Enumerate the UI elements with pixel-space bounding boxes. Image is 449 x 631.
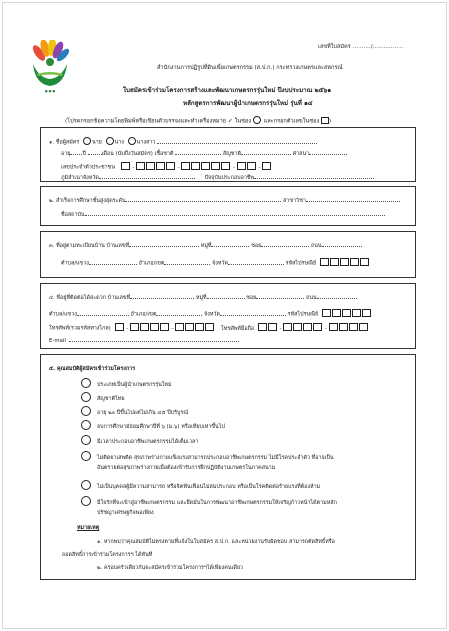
reg-address-row2 xyxy=(61,258,370,267)
section-registered-address xyxy=(40,231,416,278)
mobile-digit-box[interactable] xyxy=(339,323,348,331)
phone-digit-box[interactable] xyxy=(115,323,124,331)
contact-postcode-box[interactable] xyxy=(322,309,331,317)
phone-digit-box[interactable] xyxy=(150,323,159,331)
contact-postcode-box[interactable] xyxy=(342,309,351,317)
reg-moo-field[interactable] xyxy=(211,242,249,247)
contact-postcode-label: รหัสไปรษณีย์ xyxy=(287,311,319,318)
qualification-checkbox-1[interactable] xyxy=(81,378,91,388)
id-digit-box[interactable] xyxy=(181,162,190,170)
title-miss-label: นางสาว xyxy=(136,139,156,146)
reg-province-field[interactable] xyxy=(228,260,284,265)
reg-address-row1 xyxy=(49,242,362,249)
occupation-field[interactable] xyxy=(254,174,374,179)
institution-field[interactable] xyxy=(85,211,385,216)
contact-amphoe-field[interactable] xyxy=(156,311,202,316)
title-mrs-label: นาง xyxy=(114,139,124,146)
qualification-item-8 xyxy=(81,496,337,506)
phone-digit-box[interactable] xyxy=(185,323,194,331)
mobile-digit-box[interactable] xyxy=(329,323,338,331)
id-digit-box[interactable] xyxy=(156,162,165,170)
qualification-checkbox-5[interactable] xyxy=(81,435,91,445)
contact-postcode-box[interactable] xyxy=(362,309,371,317)
qualification-item-2 xyxy=(81,392,125,402)
contact-tambon-label: ตำบล/แขวง xyxy=(49,311,77,318)
mobile-label: โทรศัพท์มือถือ xyxy=(220,325,255,332)
applicant-age-row xyxy=(61,150,347,157)
religion-field[interactable] xyxy=(309,150,347,155)
id-digit-box[interactable] xyxy=(262,162,271,170)
qualification-text-2: สัญชาติไทย xyxy=(97,396,125,402)
reg-soi-label: ซอย xyxy=(251,243,262,249)
nationality-label: สัญชาติ xyxy=(222,151,241,157)
hometown-label: ภูมิลำเนาจังหวัด xyxy=(61,175,99,181)
qualification-item-4 xyxy=(81,420,225,430)
qualifications-heading: ๕. คุณสมบัติผู้สมัครเข้าร่วมโครงการ xyxy=(49,366,136,372)
id-digit-box[interactable] xyxy=(201,162,210,170)
institution-row xyxy=(61,211,385,218)
mobile-digit-box[interactable] xyxy=(303,323,312,331)
age-years-field[interactable] xyxy=(70,150,82,155)
id-digit-box[interactable] xyxy=(247,162,256,170)
instruction-text: (โปรดกรอกข้อความโดยพิมพ์หรือเขียนตัวบรรจงและทำเครื่องหมาย xyxy=(65,118,227,125)
contact-postcode-box[interactable] xyxy=(352,309,361,317)
section-applicant-info xyxy=(40,127,416,182)
instruction-close: ) xyxy=(328,118,332,125)
reg-postcode-box[interactable] xyxy=(340,258,349,266)
occupation-label: ปัจจุบันประกอบอาชีพ xyxy=(204,175,255,181)
contact-phone-row: โทรศัพท์(รวมรหัสทางไกล) - - โทรศัพท์มือถือ - - xyxy=(49,323,369,332)
qualification-text-4: จบการศึกษามัธยมศึกษาปีที่ ๖ (ม.๖) หรือเทียบเท่าขึ้นไป xyxy=(97,424,225,430)
reg-postcode-box[interactable] xyxy=(330,258,339,266)
qualification-item-1 xyxy=(81,378,172,388)
qualification-text-6: ไม่ติดยาเสพติด สุขภาพร่างกายแข็งแรงสามารถประกอบอาชีพเกษตรกรรม ไม่มีโรคประจำตัว ที่อาจเป็น xyxy=(97,455,334,461)
phone-digit-box[interactable] xyxy=(195,323,204,331)
contact-province-field[interactable] xyxy=(220,311,286,316)
reg-moo-label: หมู่ที่ xyxy=(200,243,212,249)
reg-house-no-field[interactable] xyxy=(129,242,199,247)
contact-road-label: ถนน xyxy=(306,295,317,301)
national-id-label: เลขประจำตัวประชาชน xyxy=(61,164,115,171)
age-label: อายุ xyxy=(61,151,71,157)
id-digit-box[interactable] xyxy=(221,162,230,170)
contact-moo-label: หมู่ที่ xyxy=(195,295,207,301)
title-mr-radio[interactable] xyxy=(83,137,91,145)
education-row xyxy=(49,197,400,204)
contact-address-row2 xyxy=(49,309,372,318)
religion-label: ศาสนา xyxy=(292,151,310,157)
application-number-value[interactable]: ........../................. xyxy=(352,44,404,50)
qualification-checkbox-4[interactable] xyxy=(81,420,91,430)
qualification-checkbox-2[interactable] xyxy=(81,392,91,402)
phone-digit-box[interactable] xyxy=(140,323,149,331)
reg-postcode-box[interactable] xyxy=(320,258,329,266)
education-level-label: ๒. สำเร็จการศึกษาชั้นสูงสุดระดับ xyxy=(49,198,126,204)
qualification-checkbox-6[interactable] xyxy=(81,451,91,461)
phone-label: โทรศัพท์(รวมรหัสทางไกล) xyxy=(49,325,111,332)
mobile-digit-box[interactable] xyxy=(349,323,358,331)
qualification-item-8-continued: ปรัชญาเศรษฐกิจพอเพียง xyxy=(97,510,154,516)
id-digit-box[interactable] xyxy=(136,162,145,170)
reg-soi-field[interactable] xyxy=(261,242,309,247)
reg-postcode-box[interactable] xyxy=(350,258,359,266)
reg-postcode-box[interactable] xyxy=(360,258,369,266)
age-months-field[interactable] xyxy=(88,150,102,155)
qualification-text-1: ประเภทเป็นผู้นำเกษตรกรรุ่นใหม่ xyxy=(97,382,172,388)
remark-1-continued: ถอดสิทธิ์การเข้าร่วมโครงการฯ ได้ทันที xyxy=(62,552,153,558)
application-number-label: เลขที่ใบสมัคร xyxy=(318,44,351,50)
reg-house-no-label: ๓. ที่อยู่ตามทะเบียนบ้าน บ้านเลขที่ xyxy=(49,243,130,249)
form-subtitle: หลักสูตรการพัฒนาผู้นำเกษตรกรรุ่นใหม่ รุ่นที่ ๑๔ xyxy=(183,100,313,107)
mobile-digit-box[interactable] xyxy=(359,323,368,331)
reg-amphoe-label: อำเภอ/เขต xyxy=(138,260,165,267)
national-id-row: เลขประจำตัวประชาชน - - - - xyxy=(61,162,272,171)
applicant-name-label: ๑. ชื่อผู้สมัคร xyxy=(49,139,80,146)
nationality-field[interactable] xyxy=(241,150,291,155)
contact-province-label: จังหวัด xyxy=(204,311,220,318)
reg-road-field[interactable] xyxy=(322,242,362,247)
id-digit-box[interactable] xyxy=(146,162,155,170)
email-field[interactable] xyxy=(69,337,239,342)
form-title: ใบสมัครเข้าร่วมโครงการสร้างและพัฒนาเกษตรกรรุ่นใหม่ ปีงบประมาณ ๒๕๖๑ xyxy=(123,87,332,94)
reg-province-label: จังหวัด xyxy=(212,260,228,267)
remark-2: ๒. ครอบครัวเดียวกันจะสมัครเข้าร่วมโครงการฯได้เพียงคนเดียว xyxy=(97,565,244,571)
qualification-checkbox-7[interactable] xyxy=(81,480,91,490)
qualification-item-3 xyxy=(81,406,188,416)
reg-road-label: ถนน xyxy=(310,243,322,249)
form-instruction xyxy=(65,116,331,125)
contact-soi-label: ซอย xyxy=(246,295,257,301)
major-field[interactable] xyxy=(306,197,400,202)
qualification-text-7: ไม่เป็นบุคคลผู้มีความสามารถ หรือจิตฟั่นเฟือนไม่สมประกอบ หรือเป็นโรคติดต่อร้ายแรงที่ต้องห้าม xyxy=(97,484,321,490)
qualification-checkbox-8[interactable] xyxy=(81,496,91,506)
institution-label: ชื่อสถาบัน xyxy=(61,212,85,218)
contact-amphoe-label: อำเภอ/เขต xyxy=(130,311,157,318)
section-contact-address xyxy=(40,283,416,349)
qualification-item-6 xyxy=(81,451,334,461)
reg-tambon-field[interactable] xyxy=(89,260,137,265)
mobile-digit-box[interactable] xyxy=(283,323,292,331)
id-digit-box[interactable] xyxy=(191,162,200,170)
reg-postcode-label: รหัสไปรษณีย์ xyxy=(285,260,317,267)
email-label: E-mail xyxy=(49,338,66,344)
email-row xyxy=(49,337,239,344)
application-number xyxy=(318,45,404,50)
circle-icon xyxy=(253,116,261,124)
contact-house-no-field[interactable] xyxy=(130,294,194,299)
alro-logo xyxy=(27,40,73,96)
id-digit-box[interactable] xyxy=(211,162,220,170)
remark-1: ๑. หากพบว่าคุณสมบัติไม่ตรงตามที่แจ้งในใบสมัคร ส.ป.ก. และหน่วยงานรับผิดชอบ สามารถตัดสิทธิ์หรือ xyxy=(97,539,335,545)
hometown-row xyxy=(61,174,374,181)
checkmark-icon: ✓ xyxy=(227,117,233,125)
phone-digit-box[interactable] xyxy=(130,323,139,331)
applicant-name-row xyxy=(49,137,317,146)
qualification-item-6-continued: อันตรายต่อสุขภาพร่างกายเมื่อต้องเข้ารับการฝึกปฏิบัติงานเกษตรในภาคสนาม xyxy=(97,465,276,471)
applicant-name-field[interactable] xyxy=(157,139,317,144)
race-field[interactable] xyxy=(175,150,221,155)
phone-digit-box[interactable] xyxy=(175,323,184,331)
age-unit: ปี xyxy=(82,151,86,157)
reg-amphoe-field[interactable] xyxy=(164,260,210,265)
section-education xyxy=(40,186,416,226)
reg-tambon-label: ตำบล/แขวง xyxy=(61,260,89,267)
instruction-text-2: ในช่อง xyxy=(234,118,252,125)
contact-moo-field[interactable] xyxy=(207,294,245,299)
qualification-text-5: มีเวลาประกอบอาชีพเกษตรกรรมได้เต็มเวลา xyxy=(97,439,199,445)
contact-address-row1 xyxy=(49,294,357,301)
organization-name: สำนักงานการปฏิรูปที่ดินเพื่อเกษตรกรรม (ส.ป.ก.) กระทรวงเกษตรและสหกรณ์ xyxy=(157,65,343,71)
contact-house-no-label: ๔. ที่อยู่ที่ติดต่อได้สะดวก บ้านเลขที่ xyxy=(49,295,131,301)
mobile-digit-box[interactable] xyxy=(313,323,322,331)
contact-soi-field[interactable] xyxy=(256,294,304,299)
title-mrs-radio[interactable] xyxy=(106,137,114,145)
hometown-field[interactable] xyxy=(99,174,195,179)
education-level-field[interactable] xyxy=(125,197,281,202)
instruction-text-3: และกรอกตัวเลขในช่อง xyxy=(263,118,320,125)
qualification-text-8: มีใจรักที่จะเข้าสู่อาชีพเกษตรกรรม และยึดมั่นในการพัฒนาอาชีพเกษตรกรรมให้เจริญก้าวหน้าได้ตามหลัก xyxy=(97,500,337,506)
mobile-digit-box[interactable] xyxy=(268,323,277,331)
title-miss-radio[interactable] xyxy=(128,137,136,145)
qualification-item-7 xyxy=(81,480,320,490)
mobile-digit-box[interactable] xyxy=(293,323,302,331)
qualification-item-5 xyxy=(81,435,198,445)
id-digit-box[interactable] xyxy=(166,162,175,170)
contact-postcode-box[interactable] xyxy=(332,309,341,317)
qualification-checkbox-3[interactable] xyxy=(81,406,91,416)
phone-digit-box[interactable] xyxy=(160,323,169,331)
contact-road-field[interactable] xyxy=(317,294,357,299)
title-mr-label: นาย xyxy=(91,139,102,146)
mobile-digit-box[interactable] xyxy=(258,323,267,331)
qualification-text-3: อายุ ๒๐ ปีขึ้นไปแต่ไม่เกิน ๔๕ ปีบริบูรณ์ xyxy=(97,410,189,416)
contact-tambon-field[interactable] xyxy=(77,311,129,316)
svg-text:● ● ●: ● ● ● xyxy=(44,89,56,93)
id-digit-box[interactable] xyxy=(121,162,130,170)
month-race-label: เดือน (นับถึงวันสมัคร) เชื้อชาติ xyxy=(101,151,174,157)
id-digit-box[interactable] xyxy=(237,162,246,170)
major-label: สาขาวิชา xyxy=(283,198,306,204)
square-icon xyxy=(321,117,332,125)
phone-digit-box[interactable] xyxy=(205,323,214,331)
remark-heading: หมายเหตุ xyxy=(77,525,100,531)
